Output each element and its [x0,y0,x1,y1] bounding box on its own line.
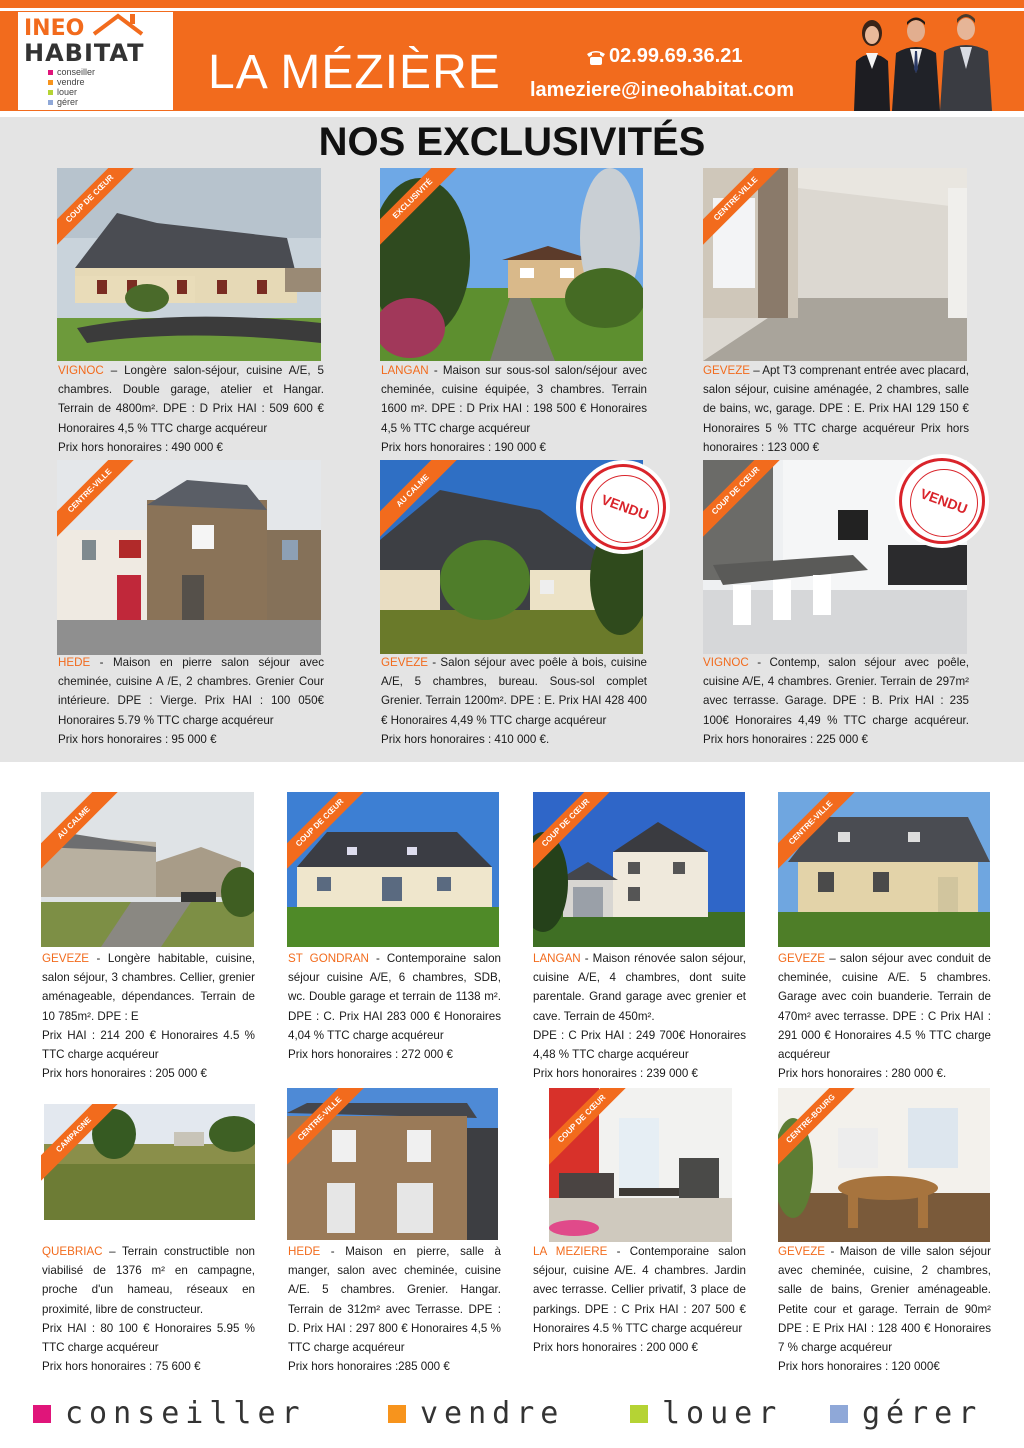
logo-ineo-text: INEO [24,16,85,41]
footer-word-vendre [388,1396,564,1431]
listing-text: - Maison en pierre salon séjour avec cheminée, cuisine A /E, 2 chambres. Grenier Cour intérieure. DPE : Vierge. Prix HAI : 100 050€ Honoraires 5.79 % TTC charge acquéreur [58,656,324,727]
ribbon-tag [41,792,121,872]
listing-text: – Apt T3 comprenant entrée avec placard, salon séjour, cuisine aménagée, 2 chambres, salle de bains, wc, garage. DPE : E. Prix HAI 129 150 € Honoraires 5 % TTC charge acquéreur Prix hors honoraires : 123 000 € [703,364,969,454]
footer-word-text: gérer [862,1396,983,1431]
ribbon-label: COUP DE CŒUR [549,1088,629,1168]
vendu-stamp [899,458,985,544]
footer-word-louer [630,1396,782,1431]
listing-price: Prix hors honoraires : 272 000 € [288,1048,453,1062]
vendu-stamp [580,464,666,550]
listing-text: – Longère salon-séjour, cuisine A/E, 5 chambres. Double garage, atelier et Hangar. Terrain de 4800m². DPE : D Prix HAI : 509 600 € Honoraires 4,5 % TTC charge acquéreur [58,364,324,435]
listing-description [288,949,501,1064]
listing-city: QUEBRIAC [42,1245,103,1258]
listing-city: GEVEZE [42,952,90,965]
blue-square-icon [48,100,53,105]
exclusivite-card[interactable] [380,168,645,460]
footer-word-text: louer [662,1396,783,1431]
ribbon-label: AU CALME [380,460,460,540]
magenta-square-icon [48,70,53,75]
logo-tagline [48,67,95,107]
listing-text: - Salon séjour avec poêle à bois, cuisine A/E, 5 chambres, bureau. Sous-sol complet Grenier. Terrain 1200m². DPE : E. Prix HAI 428 400 € Honoraires 4,49 % TTC charge acquéreur [381,656,647,727]
listing-text: - Contemp, salon séjour avec poêle, cuisine A/E, 4 chambres. Grenier. Terrain de 297m² avec terrasse. Garage. DPE : B. Prix HAI : 235 100€ Honoraires 4,49 % TTC charge acquéreur. Prix hors honoraires : 225 000 € [703,656,969,746]
listing-text: - Maison rénovée salon séjour, cuisine A/E, 4 chambres, dont suite parentale. Grand garage avec grenier et cave. Terrain de 450m². [533,952,746,1023]
listing-description [381,653,647,749]
listing-city: VIGNOC [703,656,749,669]
listing-card[interactable] [778,792,994,1084]
town-title: LA MÉZIÈRE [208,46,501,99]
listing-city: LA MEZIERE [533,1245,608,1258]
footer-tagline [0,1396,1024,1436]
listing-city: LANGAN [381,364,429,377]
ribbon-tag [57,460,137,540]
vendu-label: VENDU [918,485,970,517]
listing-description [778,949,991,1083]
listing-price: Prix hors honoraires : 410 000 €. [381,732,550,746]
ribbon-tag [287,1088,367,1168]
listing-price: Prix hors honoraires : 190 000 € [381,440,546,454]
listing-description [533,1242,746,1357]
listing-detail: Prix HAI : 80 100 € Honoraires 5.95 % TTC charge acquéreur [42,1321,255,1355]
listing-text: - Longère habitable, cuisine, salon séjour, 3 chambres. Cellier, grenier aménageable, dépendances. Terrain de 10 785m². DPE : E [42,952,255,1023]
listing-price: Prix hors honoraires : 280 000 €. [778,1067,947,1081]
ribbon-tag [549,1088,629,1168]
ribbon-label: CAMPAGNE [41,1104,121,1184]
ribbon-label: CENTRE-VILLE [778,792,858,872]
orange-square-icon [48,80,53,85]
exclusivite-card[interactable] [703,460,989,752]
listing-text: - Maison en pierre, salle à manger, salon avec cheminée, cuisine A/E. 5 chambres. Grenier. Hangar. Terrain de 312m² avec Terrasse. DPE : D. Prix HAI : 297 800 € Honoraires 4,5 % TTC charge acquéreur [288,1245,501,1355]
listing-card[interactable] [41,1104,257,1384]
listing-price: Prix hors honoraires : 75 600 € [42,1360,201,1374]
listing-description [42,1242,255,1376]
listing-card[interactable] [41,792,257,1084]
listing-text: – salon séjour avec conduit de cheminée, cuisine A/E. 5 chambres. Garage avec coin buanderie. Terrain de 470m² avec terrasse. DPE : C Prix HAI : 291 000 € Honoraires 4.5 % TTC charge acquéreur [778,952,991,1062]
blue-square-icon [830,1405,848,1423]
ribbon-tag [57,168,137,248]
listing-description [533,949,746,1083]
green-square-icon [630,1405,648,1423]
listing-description [58,361,324,457]
vendu-label: VENDU [599,491,651,523]
agents-photo [846,11,1024,111]
listing-city: HEDE [58,656,91,669]
ribbon-label: CENTRE-VILLE [287,1088,367,1168]
listing-city: ST GONDRAN [288,952,369,965]
logo-verb: gérer [57,97,79,107]
ribbon-label: CENTRE-VILLE [57,460,137,540]
orange-square-icon [388,1405,406,1423]
logo-verb: conseiller [57,67,96,77]
listing-city: HEDE [288,1245,321,1258]
listing-price: Prix hors honoraires : 200 000 € [533,1341,698,1355]
listing-card[interactable] [287,1088,503,1384]
listing-detail: DPE : C Prix HAI : 249 700€ Honoraires 4,48 % TTC charge acquéreur [533,1028,746,1062]
listing-text: - Maison de ville salon séjour avec cheminée, cuisine, 2 chambres, salle de bains, Grenier aménageable. Petite cour et garage. Terrain de 90m² DPE : E Prix HAI : 128 400 € Honoraires 7 % charge acquéreur [778,1245,991,1355]
listing-city: GEVEZE [778,952,826,965]
listing-price: Prix hors honoraires : 120 000€ [778,1360,940,1374]
green-square-icon [48,90,53,95]
listing-description [778,1242,991,1376]
ribbon-label: COUP DE CŒUR [57,168,137,248]
listing-description [703,653,969,749]
email-link[interactable]: lameziere@ineohabitat.com [530,79,795,101]
listing-text: - Contemporaine salon séjour cuisine A/E, 6 chambres, SDB, wc. Double garage et terrain de 1138 m². DPE : C. Prix HAI 283 000 € Honoraires 4,04 % TTC charge acquéreur [288,952,501,1042]
footer-word-conseiller [33,1396,306,1431]
footer-word-text: conseiller [65,1396,306,1431]
exclusivite-card[interactable] [57,460,325,752]
logo-habitat-text: HABITAT [24,39,145,67]
listing-city: GEVEZE [703,364,751,377]
exclusivite-card[interactable] [703,168,969,460]
listing-card[interactable] [533,792,749,1084]
listing-price: Prix hors honoraires : 239 000 € [533,1067,698,1081]
ribbon-tag [380,168,460,248]
ribbon-tag [778,792,858,872]
ribbon-label: CENTRE-BOURG [778,1088,858,1168]
listing-text: - Contemporaine salon séjour, cuisine A/E. 4 chambres. Jardin avec terrasse. Cellier privatif, 3 place de parkings. DPE : C Prix HAI : 207 500 € Honoraires 4.5 % TTC charge acquéreur [533,1245,746,1335]
ribbon-tag [703,460,783,540]
ineo-habitat-logo[interactable] [18,12,173,110]
listing-card[interactable] [533,1088,749,1384]
footer-word-text: vendre [420,1396,565,1431]
ribbon-label: AU CALME [41,792,121,872]
ribbon-tag [703,168,783,248]
phone-number[interactable] [585,45,742,68]
exclusivite-card[interactable] [380,460,650,752]
exclusivite-card[interactable] [57,168,322,460]
listing-description [58,653,324,749]
listing-detail: Prix HAI : 214 200 € Honoraires 4.5 % TTC charge acquéreur [42,1028,255,1062]
top-stripe [0,0,1024,8]
listing-card[interactable] [778,1088,994,1384]
ribbon-label: COUP DE CŒUR [287,792,367,872]
listing-price: Prix hors honoraires : 490 000 € [58,440,223,454]
ribbon-tag [41,1104,121,1184]
house-roof-icon [88,12,148,36]
phone-icon [585,48,607,66]
listing-price: Prix hors honoraires : 95 000 € [58,732,217,746]
listing-card[interactable] [287,792,503,1084]
ribbon-label: CENTRE-VILLE [703,168,783,248]
listing-price: Prix hors honoraires :285 000 € [288,1360,450,1374]
magenta-square-icon [33,1405,51,1423]
ribbon-label: EXCLUSIVITÉ [380,168,460,248]
listing-city: GEVEZE [381,656,429,669]
listing-city: VIGNOC [58,364,104,377]
ribbon-tag [380,460,460,540]
section-title: NOS EXCLUSIVITÉS [318,120,706,164]
listing-text: – Terrain constructible non viabilisé de 1376 m² en campagne, proche d'un hameau, réseaux en proximité, libre de constructeur. [42,1245,255,1316]
footer-word-gerer [830,1396,982,1431]
listing-description [42,949,255,1083]
listing-price: Prix hors honoraires : 205 000 € [42,1067,207,1081]
logo-verb: louer [57,87,78,97]
listing-description [703,361,969,457]
phone-text: 02.99.69.36.21 [609,45,743,67]
ribbon-label: COUP DE CŒUR [533,792,613,872]
listing-text: - Maison sur sous-sol salon/séjour avec cheminée, cuisine équipée, 3 chambres. Terrain 1600 m². DPE : D Prix HAI : 198 500 € Honoraires 4,5 % TTC charge acquéreur [381,364,647,435]
listing-description [381,361,647,457]
ribbon-tag [533,792,613,872]
listing-description [288,1242,501,1376]
logo-verb: vendre [57,77,85,87]
listing-city: GEVEZE [778,1245,826,1258]
ribbon-tag [778,1088,858,1168]
ribbon-tag [287,792,367,872]
ribbon-label: COUP DE CŒUR [703,460,783,540]
listing-city: LANGAN [533,952,581,965]
